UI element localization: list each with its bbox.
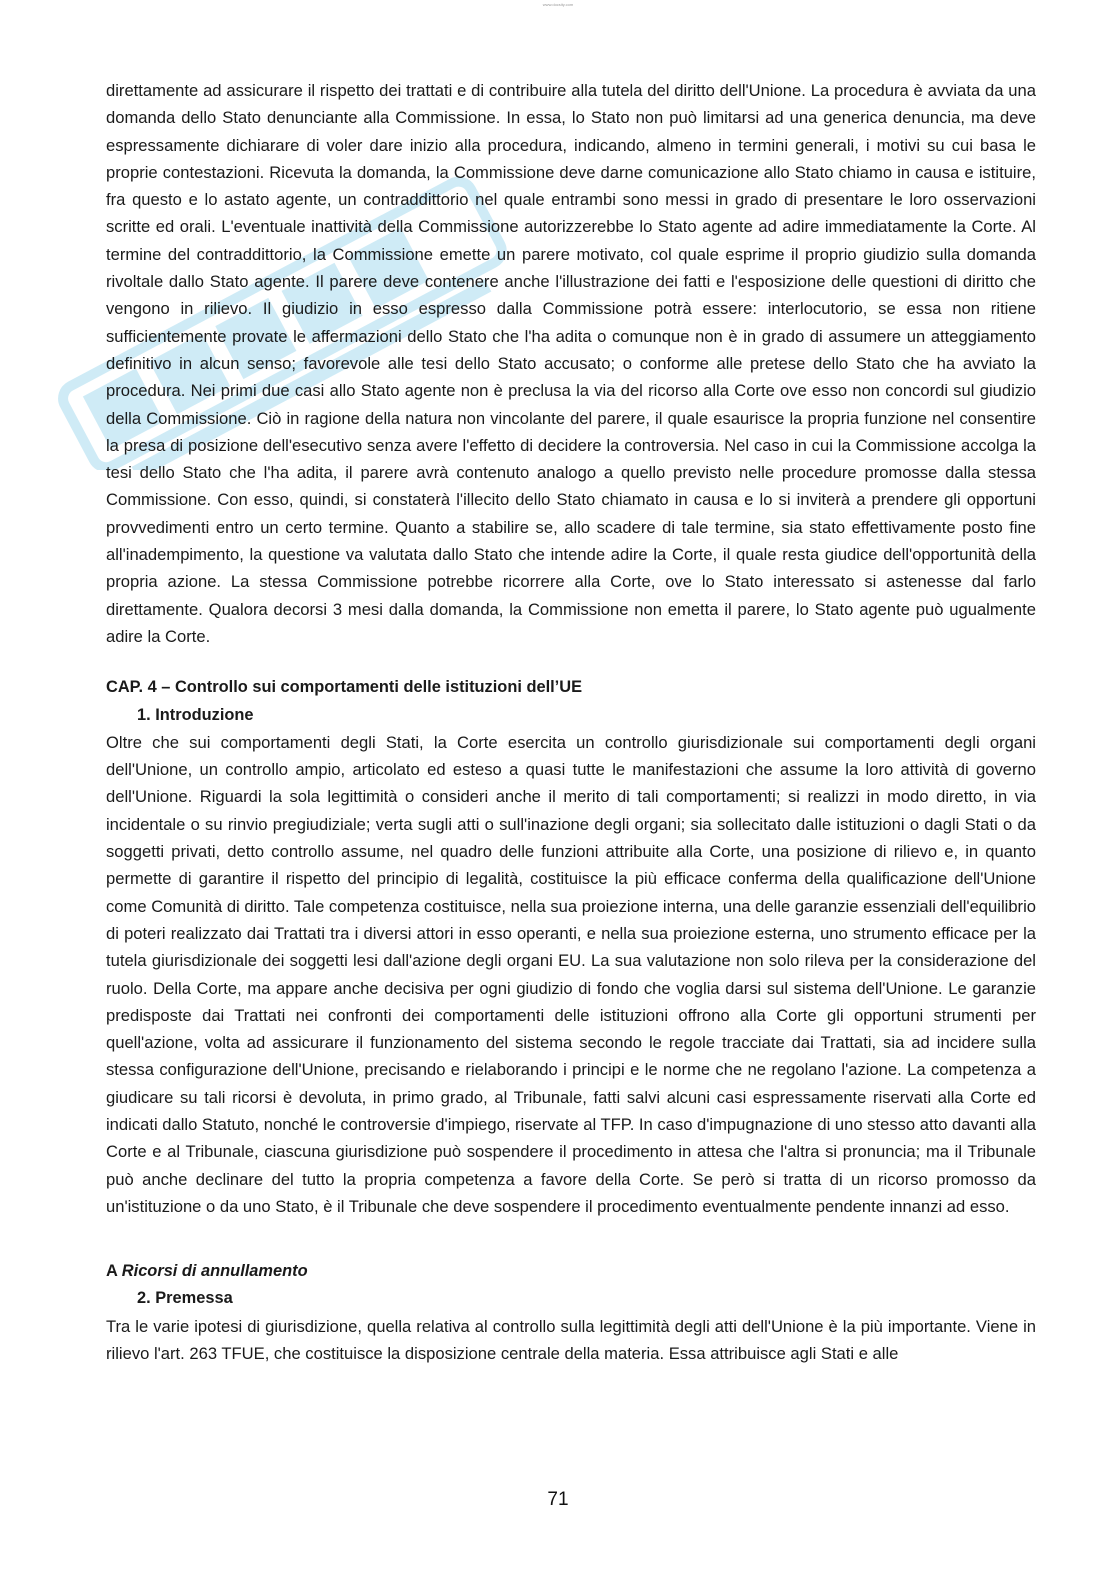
chapter-title: CAP. 4 – Controllo sui comportamenti delle istituzioni dell’UE <box>106 678 582 697</box>
subsection-introduzione: 1. Introduzione <box>137 705 254 724</box>
page-content <box>106 77 1036 1367</box>
page-number: 71 <box>547 1489 569 1510</box>
paragraph-2: Oltre che sui comportamenti degli Stati, la Corte esercita un controllo giurisdizionale sui comportamenti degli organi dell'Unione, un controllo ampio, articolato ed esteso a quasi tutte le manifestazioni che assume la loro attività di governo dell'Unione. Riguardi la sola legittimità o consideri anche il merito di tali comportamenti; si realizzi in modo diretto, in via incidentale o su rinvio pregiudiziale; verta sugli atti o sull'inazione degli organi; sia sollecitato dalle istituzioni o dagli Stati o da soggetti privati, detto controllo assume, nel quadro delle funzioni attribuite alla Corte, una posizione di rilievo e, in quanto permette di garantire il rispetto del principio di legalità, costituisce la più efficace conferma della qualificazione dell'Unione come Comunità di diritto. Tale competenza costituisce, nella sua proiezione interna, una delle garanzie essenziali dell'equilibrio di poteri realizzato dai Trattati tra i diversi attori in esso operanti, e nella sua proiezione esterna, uno strumento efficace per la tutela giurisdizionale dei soggetti lesi dall'azione degli organi EU. La sua valutazione non solo rileva per la considerazione del ruolo. Della Corte, ma appare anche decisiva per ogni giudizio di fondo che voglia darsi sul sistema dell'Unione. Le garanzie predisposte dai Trattati nei confronti dei comportamenti delle istituzioni offrono alla Corte gli opportuni strumenti per quell'azione, volta ad assicurare il funzionamento del sistema secondo le regole tracciate dai Trattati, sia ad incidere sulla stessa configurazione dell'Unione, precisando e rielaborando i principi e le norme che ne regolano l'azione. La competenza a giudicare su tali ricorsi è devoluta, in primo grado, al Tribunale, fatti salvi alcuni casi espressamente riservati alla Corte ed indicati dallo Statuto, nonché le controversie d'impiego, riservate al TFP. In caso d'impugnazione di uno stesso atto davanti alla Corte e al Tribunale, ciascuna giurisdizione può sospendere il procedimento in attesa che l'altra si pronuncia; ma il Tribunale può anche declinare del tutto la propria competenza a favore della Corte. Se però si tratta di un ricorso promosso da un'istituzione o da uno Stato, è il Tribunale che deve sospendere il procedimento eventualmente pendente innanzi ad esso. <box>106 732 1036 1216</box>
header-mark: www.docsity.com <box>542 2 574 7</box>
subsection-premessa: 2. Premessa <box>137 1289 233 1308</box>
section-title-text: Ricorsi di annullamento <box>121 1262 308 1281</box>
paragraph-1: direttamente ad assicurare il rispetto dei trattati e di contribuire alla tutela del diritto dell'Unione. La procedura è avviata da una domanda dello Stato denunciante alla Commissione. In essa, lo Stato non può limitarsi ad una generica denuncia, ma deve espressamente dichiarare di voler dare inizio alla procedura, indicando, almeno in termini generali, i motivi su cui basa le proprie contestazioni. Ricevuta la domanda, la Commissione deve darne comunicazione allo Stato chiamo in causa e istituire, fra questo e lo astato agente, un contraddittorio nel quale entrambi sono messi in grado di presentare le loro osservazioni scritte ed orali. L'eventuale inattività della Commissione autorizzerebbe lo Stato agente ad adire immediatamente la Corte. Al termine del contraddittorio, la Commissione emette un parere motivato, col quale esprime il proprio giudizio sulla domanda rivoltale dallo Stato agente. Il parere deve contenere anche l'illustrazione dei fatti e l'esposizione delle questioni di diritto che vengono in rilievo. Il giudizio in esso espresso dalla Commissione potrà essere: interlocutorio, se essa non ritiene sufficientemente provate le affermazioni dello Stato che l'ha adita o comunque non è in grado di assumere un atteggiamento definitivo in alcun senso; favorevole alle tesi dello Stato accusato; o conforme alle pretese dello Stato che ha avviato la procedura. Nei primi due casi allo Stato agente non è preclusa la via del ricorso alla Corte ove esso non concordi sul giudizio della Commissione. Ciò in ragione della natura non vincolante del parere, il quale esaurisce la propria funzione nel consentire la presa di posizione dell'esecutivo senza avere l'effetto di decidere la controversia. Nel caso in cui la Commissione accolga la tesi dello Stato che l'ha adita, il parere avrà contenuto analogo a quello previsto nelle procedure promosse dalla stessa Commissione. Con esso, quindi, si constaterà l'illecito dello Stato chiamato in causa e lo si inviterà a prendere gli opportuni provvedimenti entro un certo termine. Quanto a stabilire se, allo scadere di tale termine, sia stato effettivamente posto fine all'inadempimento, la questione va valutata dallo Stato che intende adire la Corte, il quale resta giudice dell'opportunità della propria azione. La stessa Commissione potrebbe ricorrere alla Corte, ove lo Stato interessato si astenesse dal farlo direttamente. Qualora decorsi 3 mesi dalla domanda, la Commissione non emetta il parere, lo Stato agente può ugualmente adire la Corte. <box>106 81 1036 646</box>
paragraph-3: Tra le varie ipotesi di giurisdizione, quella relativa al controllo sulla legittimità degli atti dell'Unione è la più importante. Viene in rilievo l'art. 263 TFUE, che costituisce la disposizione centrale della materia. Essa attribuisce agli Stati e alle <box>106 1316 1036 1364</box>
section-letter: A <box>106 1262 118 1281</box>
section-title <box>106 1258 1036 1285</box>
